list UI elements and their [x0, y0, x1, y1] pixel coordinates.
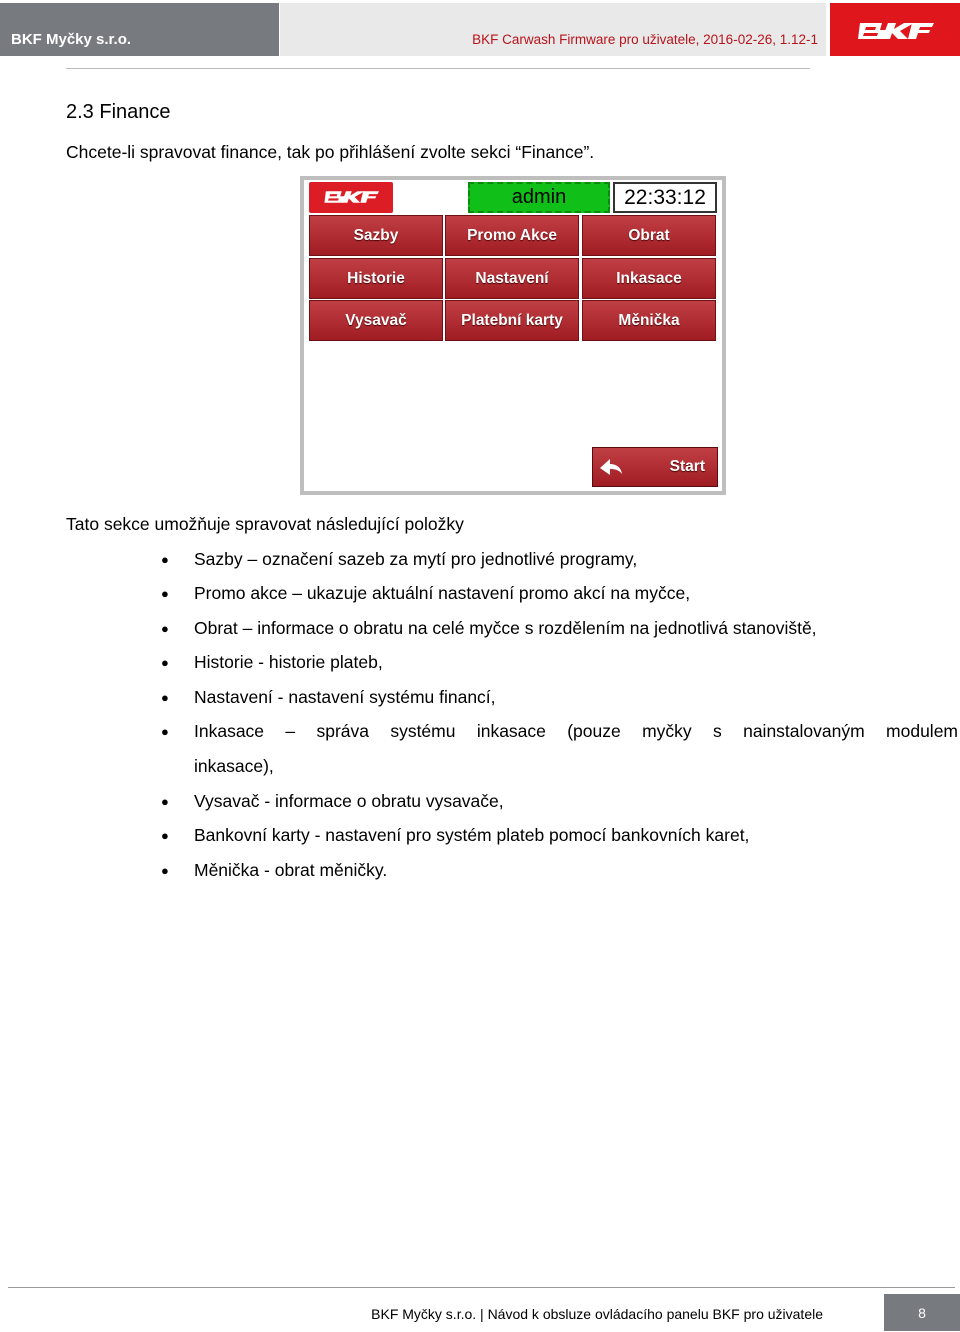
list-item-continuation: inkasace), [194, 756, 274, 776]
bullet-icon: ● [161, 863, 169, 878]
bullet-icon: ● [161, 794, 169, 809]
page-number: 8 [884, 1294, 960, 1331]
bullet-icon: ● [161, 621, 169, 636]
list-item [161, 652, 383, 673]
bullet-icon: ● [161, 724, 169, 739]
panel-button-sazby[interactable]: Sazby [309, 215, 443, 256]
list-item-text: Bankovní karty - nastavení pro systém plateb pomocí bankovních karet, [194, 825, 750, 845]
list-item-text: Sazby – označení sazeb za mytí pro jednotlivé programy, [194, 549, 638, 569]
list-item-text: Historie - historie plateb, [194, 652, 383, 672]
header-divider [66, 68, 810, 69]
list-lead: Tato sekce umožňuje spravovat následující položky [66, 514, 464, 534]
header-title: BKF Carwash Firmware pro uživatele, 2016-02-26, 1.12-1 [280, 3, 826, 56]
section-title: 2.3 Finance [66, 101, 171, 123]
panel-button-historie[interactable]: Historie [309, 258, 443, 299]
bkf-logo-icon [323, 188, 379, 206]
bullet-icon: ● [161, 828, 169, 843]
bullet-icon: ● [161, 586, 169, 601]
panel-start-label: Start [669, 458, 705, 475]
panel-logo [309, 182, 393, 213]
bkf-logo-icon [856, 21, 934, 41]
list-item-text: Vysavač - informace o obratu vysavače, [194, 791, 504, 811]
list-item [161, 618, 817, 639]
list-item [161, 860, 387, 881]
list-item [161, 721, 958, 742]
panel-screen [304, 180, 722, 491]
back-arrow-icon [598, 456, 624, 478]
bkf-logo [830, 3, 960, 56]
list-item [161, 825, 749, 846]
panel-start-button[interactable] [592, 447, 718, 487]
list-item [161, 687, 496, 708]
panel-button-platebni-karty[interactable]: Platební karty [445, 300, 579, 341]
footer-text: BKF Myčky s.r.o. | Návod k obsluze ovládacího panelu BKF pro uživatele [371, 1306, 823, 1322]
list-item-text: Obrat – informace o obratu na celé myčce s rozdělením na jednotlivá stanoviště, [194, 618, 817, 638]
panel-screenshot [300, 176, 726, 495]
list-item [161, 549, 637, 570]
panel-button-nastaveni[interactable]: Nastavení [445, 258, 579, 299]
panel-button-vysavac[interactable]: Vysavač [309, 300, 443, 341]
list-item-text: Inkasace – správa systému inkasace (pouze myčky s nainstalovaným modulem [194, 721, 958, 741]
panel-button-promo-akce[interactable]: Promo Akce [445, 215, 579, 256]
bullet-icon: ● [161, 552, 169, 567]
list-item [161, 791, 504, 812]
footer-divider [8, 1287, 955, 1288]
section-intro: Chcete-li spravovat finance, tak po přihlášení zvolte sekci “Finance”. [66, 142, 595, 162]
panel-user-badge: admin [468, 182, 610, 213]
panel-button-obrat[interactable]: Obrat [582, 215, 716, 256]
panel-clock: 22:33:12 [613, 182, 717, 213]
panel-button-menicka[interactable]: Měnička [582, 300, 716, 341]
list-item-text: Promo akce – ukazuje aktuální nastavení promo akcí na myčce, [194, 583, 691, 603]
panel-button-inkasace[interactable]: Inkasace [582, 258, 716, 299]
bullet-icon: ● [161, 655, 169, 670]
bullet-icon: ● [161, 690, 169, 705]
list-item-text: Měnička - obrat měničky. [194, 860, 388, 880]
list-item [161, 583, 690, 604]
list-item-text: Nastavení - nastavení systému financí, [194, 687, 496, 707]
header-company: BKF Myčky s.r.o. [0, 3, 279, 56]
